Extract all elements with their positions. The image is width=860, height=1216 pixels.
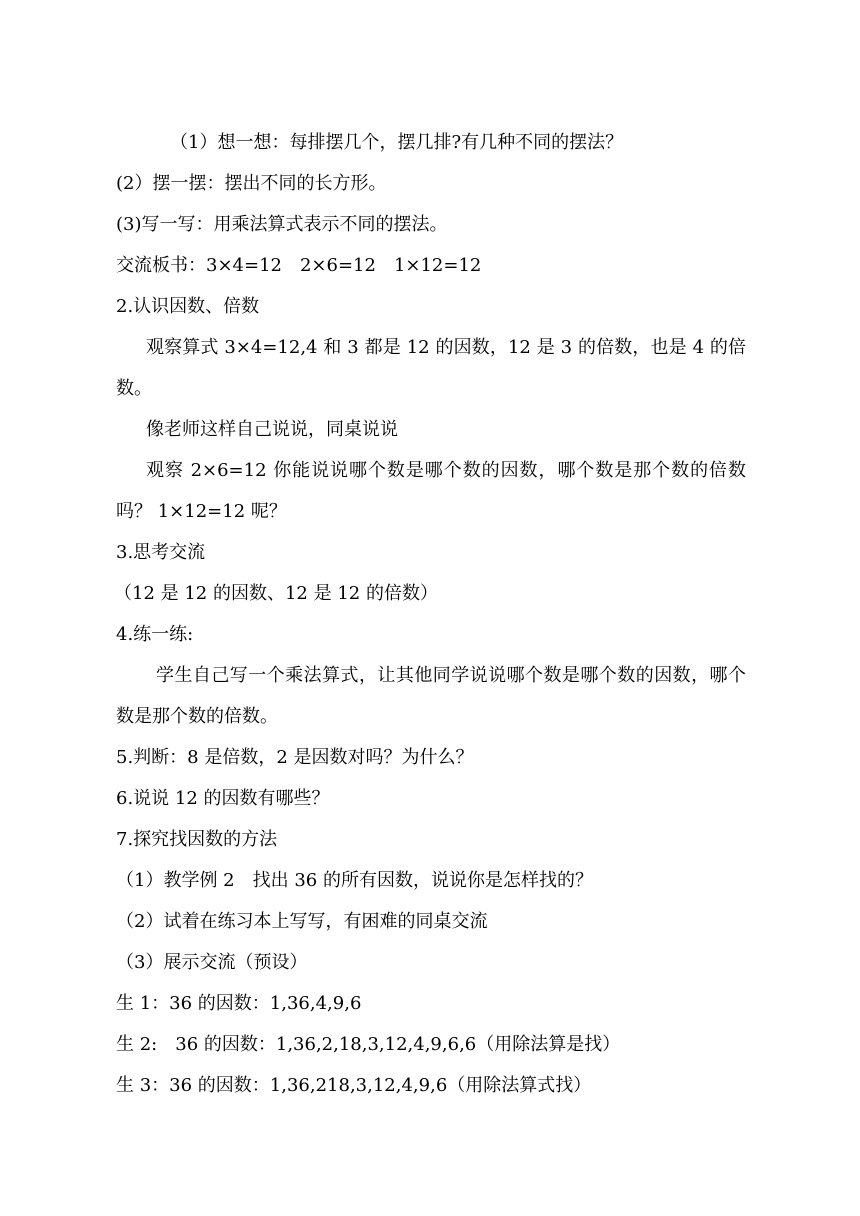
text-line: （1）教学例 2 找出 36 的所有因数，说说你是怎样找的？ <box>116 870 593 891</box>
paragraph: 学生自己写一个乘法算式，让其他同学说说哪个数是哪个数的因数，哪个数是那个数的倍数。 <box>116 665 746 727</box>
text-line: （12 是 12 的因数、12 是 12 的倍数） <box>114 583 438 604</box>
section-heading: 3.思考交流 <box>116 542 206 563</box>
text-line: 像老师这样自己说说，同桌说说 <box>146 419 398 440</box>
text-line: 交流板书：3×4=12 2×6=12 1×12=12 <box>116 255 482 276</box>
text-line: 生 3：36 的因数：1,36,218,3,12,4,9,6（用除法算式找） <box>116 1075 592 1096</box>
paragraph: 观察算式 3×4=12,4 和 3 都是 12 的因数，12 是 3 的倍数，也是 4 的倍数。 <box>116 337 746 399</box>
document-body <box>116 122 746 1106</box>
text-line: （3）展示交流（预设） <box>116 952 308 973</box>
section-heading: 2.认识因数、倍数 <box>116 296 260 317</box>
text-line: 生 2: 36 的因数：1,36,2,18,3,12,4,9,6,6（用除法算是找） <box>116 1034 621 1055</box>
section-heading: 7.探究找因数的方法 <box>116 829 278 850</box>
text-line: 生 1：36 的因数：1,36,4,9,6 <box>116 993 362 1014</box>
text-line: （1）想一想：每排摆几个，摆几排?有几种不同的摆法？ <box>170 132 624 153</box>
text-line: (3)写一写：用乘法算式表示不同的摆法。 <box>116 214 448 235</box>
section-heading: 4.练一练: <box>116 624 194 645</box>
text-line: （2）试着在练习本上写写，有困难的同桌交流 <box>116 911 488 932</box>
text-line: 6.说说 12 的因数有哪些？ <box>116 788 330 809</box>
paragraph: 观察 2×6=12 你能说说哪个数是哪个数的因数，哪个数是那个数的倍数吗？ 1×12=12 呢？ <box>116 460 746 522</box>
text-line: (2）摆一摆：摆出不同的长方形。 <box>116 173 387 194</box>
text-line: 5.判断：8 是倍数，2 是因数对吗？为什么？ <box>116 747 474 768</box>
